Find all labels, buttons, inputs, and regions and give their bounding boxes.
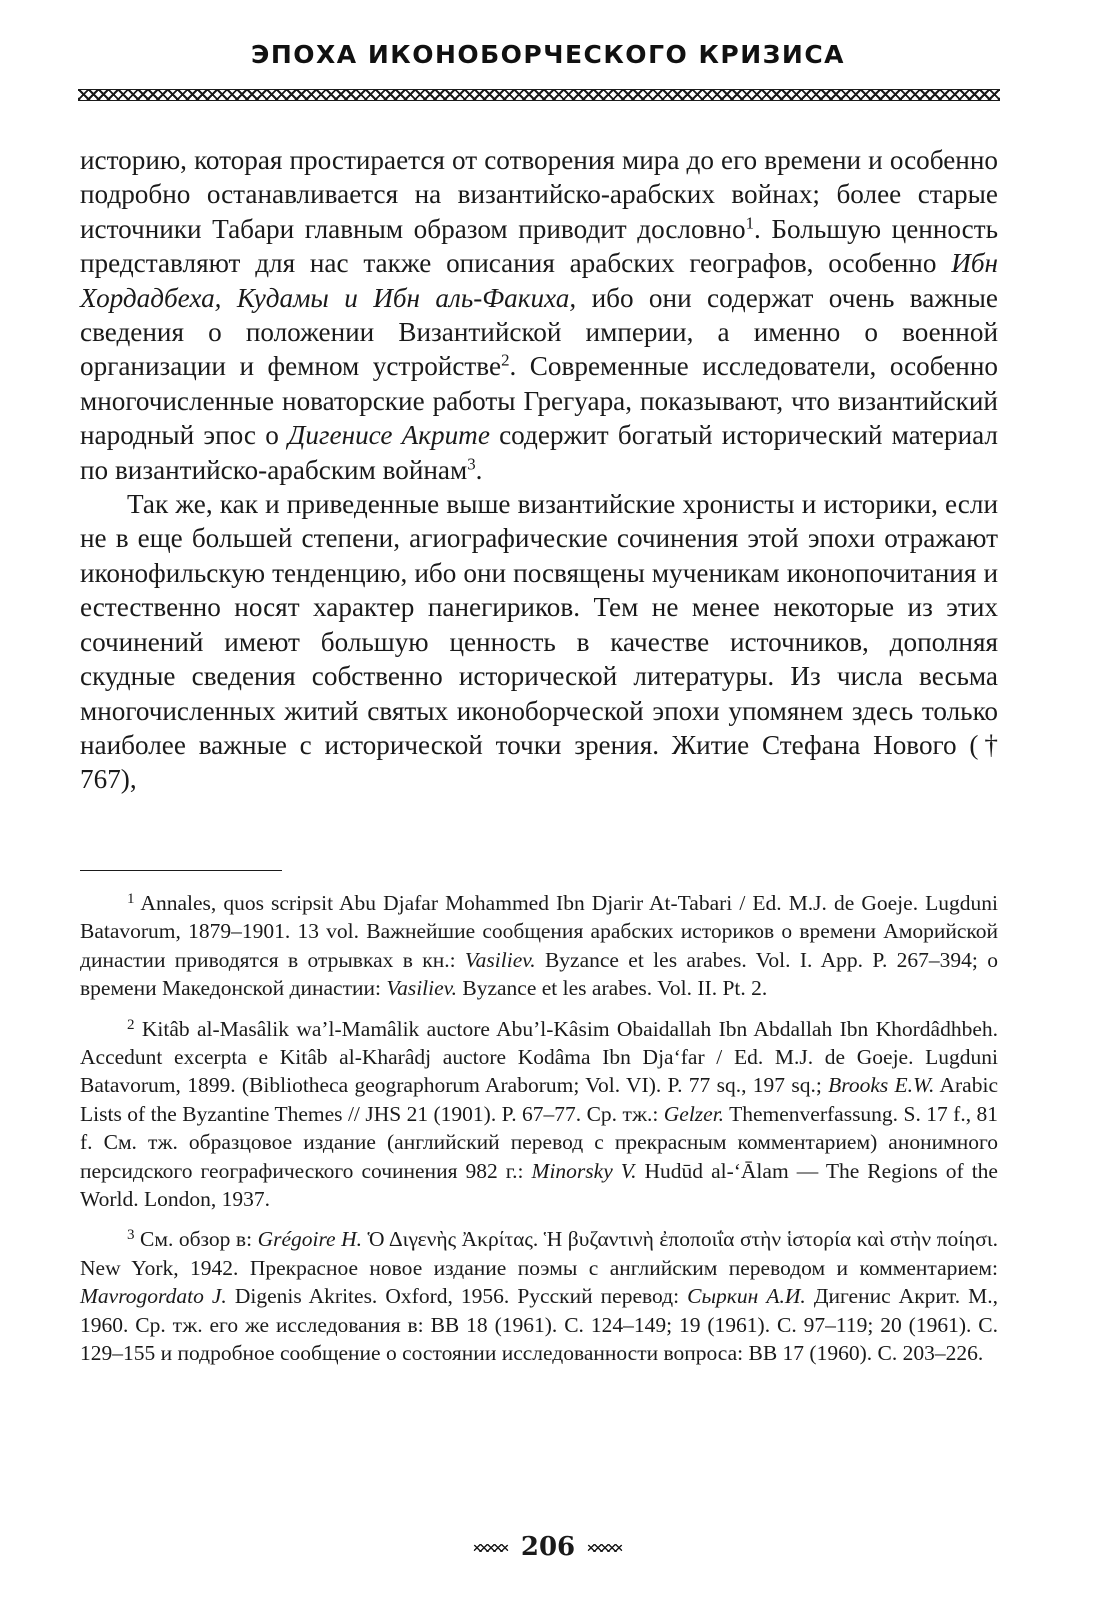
footnote-separator [80, 870, 282, 871]
italic-author: Brooks E.W. [828, 1073, 935, 1098]
footnote-mark: 3 [127, 1227, 135, 1244]
footnote-2 [80, 1015, 998, 1214]
italic-author: Сыркин А.И. [687, 1284, 806, 1309]
text-span: Arabic Lists of the Byzantine Themes // JHS 21 (1901). P. 67–77. Ср. тж.: [80, 1073, 998, 1126]
text-span: . Современные исследователи, особенно многочисленные новаторские работы Грегуара, показывают, что византийский народный эпос о [80, 351, 998, 451]
text-span: Digenis Akrites. Oxford, 1956. Русский перевод: [226, 1284, 688, 1309]
ornament-right-icon [587, 1544, 623, 1552]
footnote-3 [80, 1225, 998, 1367]
text-span: Annales, quos scripsit Abu Djafar Mohammed Ibn Djarir At-Tabari / Ed. M.J. de Goeje. Lugduni Batavorum, 1879–1901. 13 vol. Важнейшие сообщения арабских историков о времени Аморийской династии приводятся в отрывках в кн.: [80, 891, 998, 972]
text-span: Hudūd al-‘Ālam — The Regions of the World. London, 1937. [80, 1158, 998, 1212]
footnote-ref-1: 1 [745, 213, 754, 233]
text-span: историю, которая простирается от сотворения мира до его времени и особенно подробно останавливается на византийско-арабских войнах; более старые источники Табари главным образом приводит дословно [80, 145, 998, 244]
text-span: ибо они содержат очень важные сведения о положении Византийской империи, а именно о военной организации и фемном устройстве [80, 282, 998, 382]
text-span: Byzance et les arabes. Vol. I. App. P. 267–394; о времени Македонской династии: [80, 947, 999, 1001]
page-footer [0, 1532, 1096, 1562]
footnote-ref-3: 3 [467, 454, 476, 474]
italic-author: Vasiliev. [386, 976, 457, 1001]
footnote-ref-2: 2 [501, 351, 510, 371]
italic-author: Grégoire H. [257, 1227, 363, 1252]
text-span: Kitâb al-Masâlik wa’l-Mamâlik auctore Abu’l-Kâsim Obaidallah Ibn Abdallah Ibn Khordâdhbeh. Accedunt excerpta e Kitâb al-Kharâdj auctore Kodâma Ibn Dja‘far / Ed. M.J. de Goeje. Lugduni Batavorum, 1899. (Bibliotheca geographorum Araborum; Vol. VI). P. 77 sq., 197 sq.; [80, 1016, 998, 1098]
italic-author: Vasiliev. [464, 947, 536, 972]
running-header: ЭПОХА ИКОНОБОРЧЕСКОГО КРИЗИСА [250, 40, 846, 69]
header-ornament-border [78, 89, 1000, 101]
main-text [80, 143, 998, 797]
paragraph-2: Так же, как и приведенные выше византийские хронисты и историки, если не в еще большей степени, агиографические сочинения этой эпохи отражают иконофильскую тенденцию, ибо они посвящены мученикам иконопочитания и естественно носят характер панегириков. Тем не менее некоторые из этих сочинений имеют большую ценность в качестве источников, дополняя скудные сведения собственно исторической литературы. Из числа весьма многочисленных житий святых иконоборческой эпохи упомянем здесь только наиболее важные с исторической точки зрения. Житие Стефана Нового († 767), [80, 489, 998, 795]
text-span: содержит богатый исторический материал по византийско-арабским войнам [80, 420, 998, 485]
italic-author: Gelzer. [663, 1101, 725, 1126]
footnotes [80, 889, 998, 1380]
italic-author: Mavrogordato J. [80, 1284, 227, 1309]
footnote-mark: 1 [127, 891, 135, 908]
text-span: См. обзор в: [134, 1227, 258, 1252]
italic-title: Дигенисе Акрите [288, 420, 490, 451]
footnote-1 [80, 889, 998, 1003]
italic-names: Ибн Хордадбеха, Кудамы и Ибн аль-Факиха, [80, 248, 998, 313]
italic-author: Minorsky V. [531, 1158, 637, 1183]
text-span: . [475, 454, 483, 485]
text-span: Themenverfassung. S. 17 f., 81 f. См. тж. образцовое издание (английский перевод с прекрасным комментарием) анонимного персидского географического сочинения 982 г.: [80, 1101, 998, 1183]
paragraph-1 [80, 143, 998, 487]
text-span: Ὁ Διγενὴς Ἀκρίτας. Ἡ βυζαντινὴ ἐποποιΐα στὴν ἱστορία καὶ στὴν ποίησι. New York, 1942. Прекрасное новое издание поэмы с английским переводом и комментарием: [80, 1227, 998, 1280]
footnote-mark: 2 [127, 1016, 135, 1033]
page-number: 206 [520, 1532, 576, 1562]
text-span: . Большую ценность представляют для нас также описания арабских географов, особенно [80, 213, 998, 279]
text-span: Дигенис Акрит. М., 1960. Ср. тж. его же исследования в: BB 18 (1961). С. 124–149; 19 (1961). С. 97–119; 20 (1961). С. 129–155 и подробное сообщение о состоянии исследованности вопроса: BB 17 (1960). С. 203–226. [80, 1284, 999, 1366]
ornament-left-icon [473, 1544, 509, 1552]
text-span: Byzance et les arabes. Vol. II. Pt. 2. [456, 976, 768, 1001]
